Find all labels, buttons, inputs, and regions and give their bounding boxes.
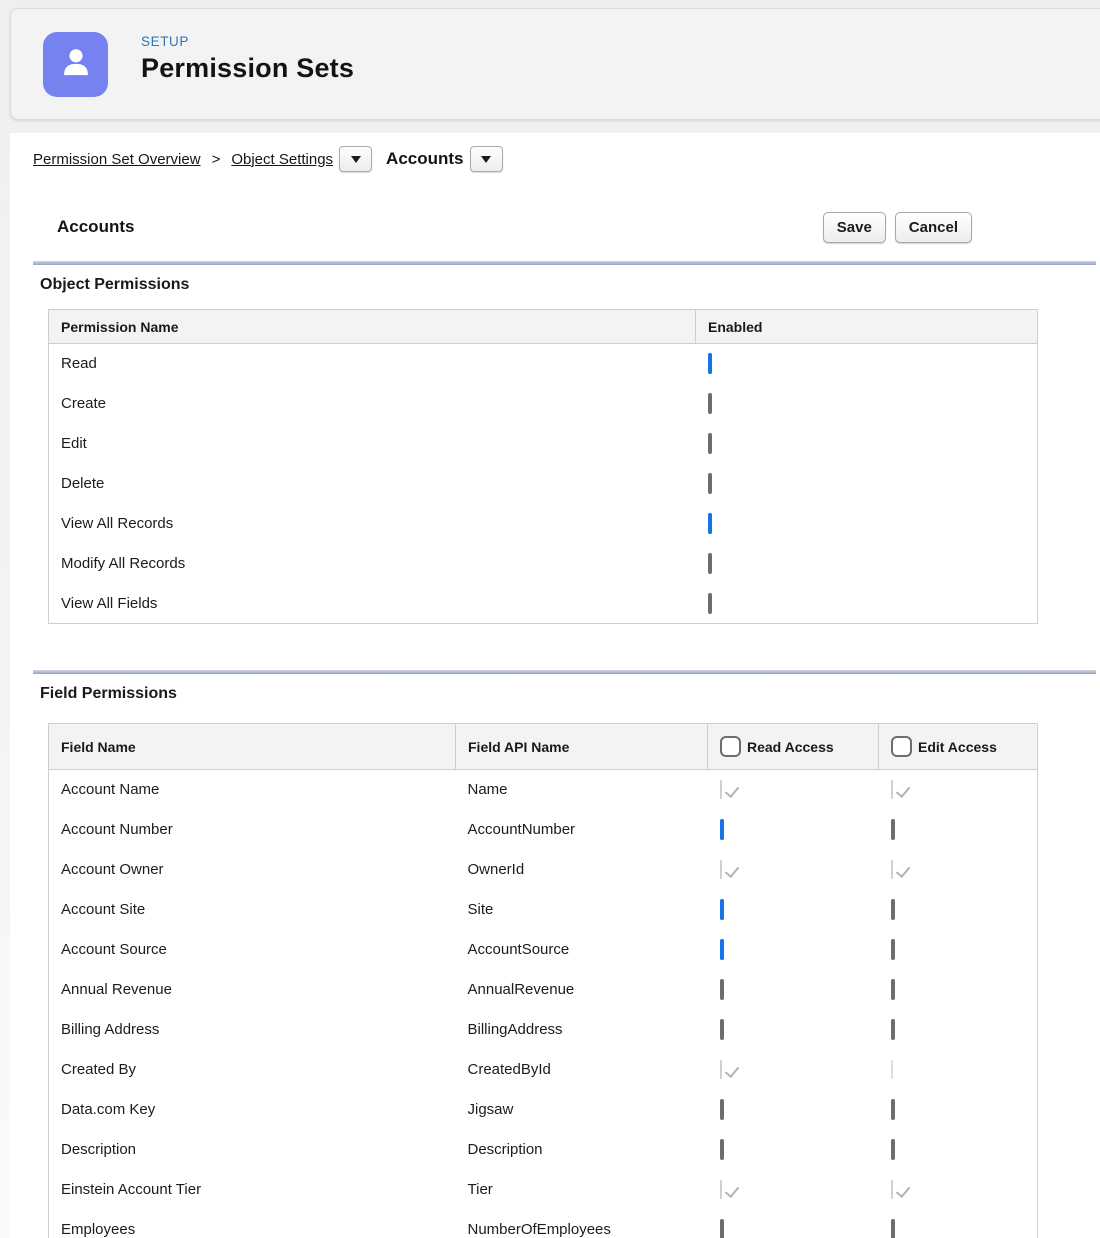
read-access-checkbox: [720, 1180, 722, 1199]
field-api-name: Jigsaw: [467, 1101, 514, 1118]
read-access-checkbox[interactable]: [720, 899, 724, 920]
read-access-checkbox[interactable]: [720, 979, 724, 1000]
field-api-name: Site: [467, 901, 494, 918]
object-settings-dropdown-button[interactable]: [339, 146, 372, 172]
table-row: [49, 770, 1038, 810]
section-divider: [33, 261, 1096, 265]
breadcrumb-current-accounts: Accounts: [386, 149, 464, 168]
read-access-select-all-checkbox[interactable]: [720, 736, 741, 757]
permission-sets-icon: [43, 32, 108, 97]
field-name: Account Source: [61, 941, 167, 958]
table-row: [49, 464, 1038, 504]
field-api-name: OwnerId: [467, 861, 525, 878]
field-name: Account Site: [61, 901, 146, 918]
edit-access-checkbox[interactable]: [891, 1139, 895, 1160]
column-header-read-access: [708, 724, 879, 770]
field-api-name: AccountSource: [467, 941, 570, 958]
table-row: [49, 1010, 1038, 1050]
edit-access-checkbox: [891, 1180, 893, 1199]
read-access-checkbox: [720, 1060, 722, 1079]
table-row: [49, 930, 1038, 970]
permission-name: Delete: [61, 475, 105, 492]
table-row: [49, 890, 1038, 930]
read-access-checkbox[interactable]: [720, 1139, 724, 1160]
table-row: [49, 424, 1038, 464]
table-row: [49, 1170, 1038, 1210]
column-header-field-name: Field Name: [49, 724, 456, 770]
cancel-button[interactable]: Cancel: [895, 212, 972, 243]
table-row: [49, 504, 1038, 544]
object-permissions-table: [48, 309, 1038, 624]
read-access-checkbox[interactable]: [720, 1019, 724, 1040]
field-name: Description: [61, 1141, 137, 1158]
setup-header-card: [10, 8, 1100, 120]
permission-name: View All Records: [61, 515, 174, 532]
field-name: Account Number: [61, 821, 173, 838]
edit-access-checkbox[interactable]: [891, 819, 895, 840]
user-icon: [56, 42, 96, 87]
read-access-checkbox[interactable]: [720, 939, 724, 960]
edit-access-checkbox[interactable]: [891, 939, 895, 960]
permission-name: Read: [61, 355, 97, 373]
field-api-name: NumberOfEmployees: [467, 1220, 611, 1238]
field-permissions-body: [49, 770, 1038, 1238]
field-api-name: Description: [467, 1141, 543, 1158]
table-row: [49, 1090, 1038, 1130]
field-permissions-table: [48, 723, 1038, 1238]
table-row: [49, 970, 1038, 1010]
field-api-name: Tier: [467, 1181, 493, 1198]
accounts-dropdown-button[interactable]: [470, 146, 503, 172]
chevron-down-icon: [481, 156, 491, 163]
field-name: Created By: [61, 1061, 137, 1078]
field-api-name: AnnualRevenue: [467, 981, 575, 998]
column-header-edit-access: [879, 724, 1038, 770]
table-row: [49, 584, 1038, 624]
table-row: [49, 810, 1038, 850]
section-divider: [33, 670, 1096, 674]
table-row: [49, 384, 1038, 424]
edit-access-label: Edit Access: [918, 738, 997, 755]
enabled-checkbox[interactable]: [708, 553, 712, 574]
edit-access-checkbox[interactable]: [891, 1219, 895, 1238]
field-api-name: Name: [467, 781, 508, 799]
breadcrumb-object-settings[interactable]: Object Settings: [231, 150, 334, 168]
permission-name: View All Fields: [61, 594, 158, 612]
permission-name: Modify All Records: [61, 555, 186, 572]
read-access-checkbox: [720, 780, 722, 799]
table-row: [49, 850, 1038, 890]
column-header-permission-name: Permission Name: [49, 310, 696, 344]
setup-eyebrow: SETUP: [141, 34, 190, 49]
table-row: [49, 1050, 1038, 1090]
enabled-checkbox[interactable]: [708, 353, 712, 374]
save-button[interactable]: Save: [823, 212, 886, 243]
field-api-name: CreatedById: [467, 1061, 551, 1078]
field-name: Data.com Key: [61, 1101, 156, 1118]
edit-access-checkbox: [891, 1060, 893, 1079]
object-title: Accounts: [57, 217, 135, 236]
read-access-checkbox[interactable]: [720, 819, 724, 840]
enabled-checkbox[interactable]: [708, 393, 712, 414]
column-header-field-api-name: Field API Name: [456, 724, 708, 770]
field-name: Einstein Account Tier: [61, 1181, 202, 1198]
breadcrumb-permission-set-overview[interactable]: Permission Set Overview: [33, 150, 201, 168]
field-api-name: AccountNumber: [467, 821, 576, 838]
enabled-checkbox[interactable]: [708, 473, 712, 494]
read-access-checkbox[interactable]: [720, 1099, 724, 1120]
column-header-enabled: Enabled: [696, 310, 1038, 344]
edit-access-select-all-checkbox[interactable]: [891, 736, 912, 757]
read-access-checkbox: [720, 860, 722, 879]
breadcrumb: [33, 146, 1100, 172]
edit-access-checkbox[interactable]: [891, 979, 895, 1000]
enabled-checkbox[interactable]: [708, 593, 712, 614]
field-name: Account Name: [61, 781, 160, 799]
field-permissions-heading: Field Permissions: [40, 685, 177, 702]
field-name: Employees: [61, 1220, 136, 1238]
permission-name: Create: [61, 395, 107, 412]
field-name: Billing Address: [61, 1021, 160, 1038]
edit-access-checkbox[interactable]: [891, 899, 895, 920]
enabled-checkbox[interactable]: [708, 513, 712, 534]
content-panel: [10, 133, 1100, 1238]
edit-access-checkbox: [891, 860, 893, 879]
object-permissions-body: [49, 344, 1038, 624]
read-access-checkbox[interactable]: [720, 1219, 724, 1238]
table-row: [49, 1210, 1038, 1238]
table-row: [49, 544, 1038, 584]
edit-access-checkbox[interactable]: [891, 1019, 895, 1040]
field-api-name: BillingAddress: [467, 1021, 563, 1038]
edit-access-checkbox: [891, 780, 893, 799]
toolbar: [33, 210, 1100, 244]
table-row: [49, 1130, 1038, 1170]
permission-name: Edit: [61, 435, 87, 452]
object-permissions-heading: Object Permissions: [40, 276, 190, 293]
page-title: Permission Sets: [141, 53, 355, 83]
chevron-down-icon: [351, 156, 361, 163]
edit-access-checkbox[interactable]: [891, 1099, 895, 1120]
table-row: [49, 344, 1038, 384]
breadcrumb-separator: >: [211, 150, 221, 168]
field-name: Annual Revenue: [61, 981, 172, 998]
field-name: Account Owner: [61, 861, 164, 878]
read-access-label: Read Access: [747, 738, 834, 755]
enabled-checkbox[interactable]: [708, 433, 712, 454]
